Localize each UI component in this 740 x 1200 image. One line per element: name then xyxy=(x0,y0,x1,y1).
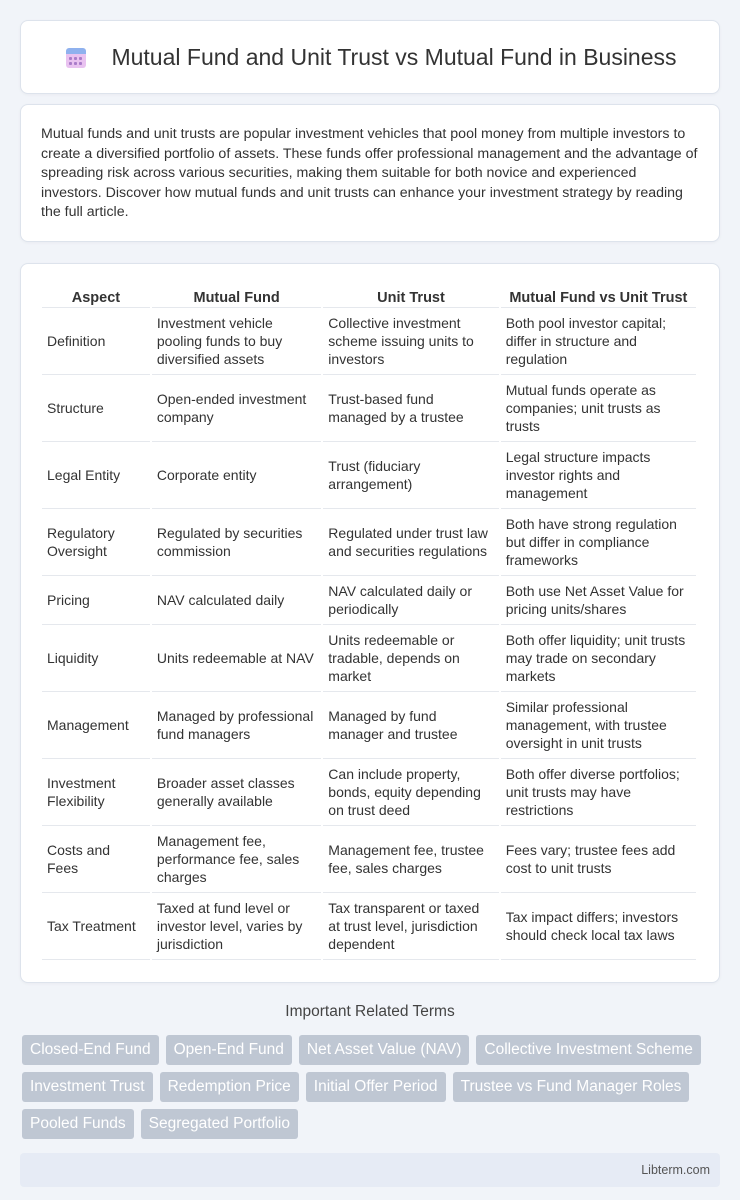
related-term-tag[interactable]: Initial Offer Period xyxy=(306,1072,446,1102)
cell-unit-trust: Management fee, trustee fee, sales charges xyxy=(323,826,498,893)
cell-aspect: Pricing xyxy=(42,576,150,625)
footer xyxy=(20,1153,720,1187)
table-row xyxy=(42,442,696,509)
cell-comparison: Tax impact differs; investors should check local tax laws xyxy=(501,893,696,960)
cell-mutual-fund: Units redeemable at NAV xyxy=(152,625,321,692)
comparison-table-card xyxy=(20,263,720,983)
table-row xyxy=(42,826,696,893)
cell-unit-trust: Trust-based fund managed by a trustee xyxy=(323,375,498,442)
cell-mutual-fund: Broader asset classes generally available xyxy=(152,759,321,826)
related-term-tag[interactable]: Net Asset Value (NAV) xyxy=(299,1035,470,1065)
table-row xyxy=(42,692,696,759)
related-term-tag[interactable]: Segregated Portfolio xyxy=(141,1109,298,1139)
footer-site-link[interactable]: Libterm.com xyxy=(641,1163,710,1177)
cell-unit-trust: Collective investment scheme issuing units to investors xyxy=(323,308,498,375)
cell-unit-trust: NAV calculated daily or periodically xyxy=(323,576,498,625)
cell-unit-trust: Trust (fiduciary arrangement) xyxy=(323,442,498,509)
cell-mutual-fund: Corporate entity xyxy=(152,442,321,509)
related-term-tag[interactable]: Closed-End Fund xyxy=(22,1035,159,1065)
cell-unit-trust: Regulated under trust law and securities regulations xyxy=(323,509,498,576)
calendar-grid-icon xyxy=(63,44,89,70)
cell-comparison: Similar professional management, with trustee oversight in unit trusts xyxy=(501,692,696,759)
cell-unit-trust: Units redeemable or tradable, depends on market xyxy=(323,625,498,692)
column-header-mutual-fund: Mutual Fund xyxy=(152,284,321,308)
cell-comparison: Both pool investor capital; differ in structure and regulation xyxy=(501,308,696,375)
related-terms-list xyxy=(22,1035,722,1146)
cell-unit-trust: Managed by fund manager and trustee xyxy=(323,692,498,759)
cell-aspect: Costs and Fees xyxy=(42,826,150,893)
table-header-row xyxy=(42,284,696,308)
related-term-tag[interactable]: Collective Investment Scheme xyxy=(476,1035,700,1065)
table-row xyxy=(42,375,696,442)
table-row xyxy=(42,308,696,375)
table-row xyxy=(42,625,696,692)
related-term-tag[interactable]: Open-End Fund xyxy=(166,1035,292,1065)
cell-aspect: Regulatory Oversight xyxy=(42,509,150,576)
table-row xyxy=(42,509,696,576)
cell-aspect: Structure xyxy=(42,375,150,442)
related-term-tag[interactable]: Trustee vs Fund Manager Roles xyxy=(453,1072,690,1102)
cell-unit-trust: Tax transparent or taxed at trust level, jurisdiction dependent xyxy=(323,893,498,960)
title-card xyxy=(20,20,720,94)
table-row xyxy=(42,576,696,625)
cell-comparison: Both offer diverse portfolios; unit trusts may have restrictions xyxy=(501,759,696,826)
cell-comparison: Both offer liquidity; unit trusts may trade on secondary markets xyxy=(501,625,696,692)
related-term-tag[interactable]: Redemption Price xyxy=(160,1072,299,1102)
related-term-tag[interactable]: Investment Trust xyxy=(22,1072,153,1102)
table-row xyxy=(42,759,696,826)
cell-comparison: Legal structure impacts investor rights and management xyxy=(501,442,696,509)
cell-aspect: Liquidity xyxy=(42,625,150,692)
cell-comparison: Both have strong regulation but differ in compliance frameworks xyxy=(501,509,696,576)
related-term-tag[interactable]: Pooled Funds xyxy=(22,1109,134,1139)
cell-unit-trust: Can include property, bonds, equity depending on trust deed xyxy=(323,759,498,826)
cell-comparison: Mutual funds operate as companies; unit trusts as trusts xyxy=(501,375,696,442)
column-header-comparison: Mutual Fund vs Unit Trust xyxy=(501,284,696,308)
cell-aspect: Investment Flexibility xyxy=(42,759,150,826)
cell-mutual-fund: Open-ended investment company xyxy=(152,375,321,442)
intro-paragraph: Mutual funds and unit trusts are popular investment vehicles that pool money from multiple investors to create a diversified portfolio of assets. These funds offer professional management and the advantage of spreading risk across various securities, making them suitable for both novice and experienced investors. Discover how mutual funds and unit trusts can enhance your investment strategy by reading the full article. xyxy=(41,126,698,221)
comparison-table xyxy=(40,284,698,960)
cell-aspect: Tax Treatment xyxy=(42,893,150,960)
cell-mutual-fund: Regulated by securities commission xyxy=(152,509,321,576)
cell-mutual-fund: Investment vehicle pooling funds to buy diversified assets xyxy=(152,308,321,375)
table-row xyxy=(42,893,696,960)
cell-aspect: Legal Entity xyxy=(42,442,150,509)
cell-comparison: Fees vary; trustee fees add cost to unit trusts xyxy=(501,826,696,893)
column-header-unit-trust: Unit Trust xyxy=(323,284,498,308)
cell-aspect: Definition xyxy=(42,308,150,375)
cell-aspect: Management xyxy=(42,692,150,759)
cell-mutual-fund: Managed by professional fund managers xyxy=(152,692,321,759)
intro-card xyxy=(20,104,720,242)
cell-mutual-fund: NAV calculated daily xyxy=(152,576,321,625)
related-terms-title: Important Related Terms xyxy=(285,1003,455,1020)
column-header-aspect: Aspect xyxy=(42,284,150,308)
page-title: Mutual Fund and Unit Trust vs Mutual Fund in Business xyxy=(111,43,677,70)
cell-comparison: Both use Net Asset Value for pricing units/shares xyxy=(501,576,696,625)
cell-mutual-fund: Taxed at fund level or investor level, varies by jurisdiction xyxy=(152,893,321,960)
cell-mutual-fund: Management fee, performance fee, sales charges xyxy=(152,826,321,893)
